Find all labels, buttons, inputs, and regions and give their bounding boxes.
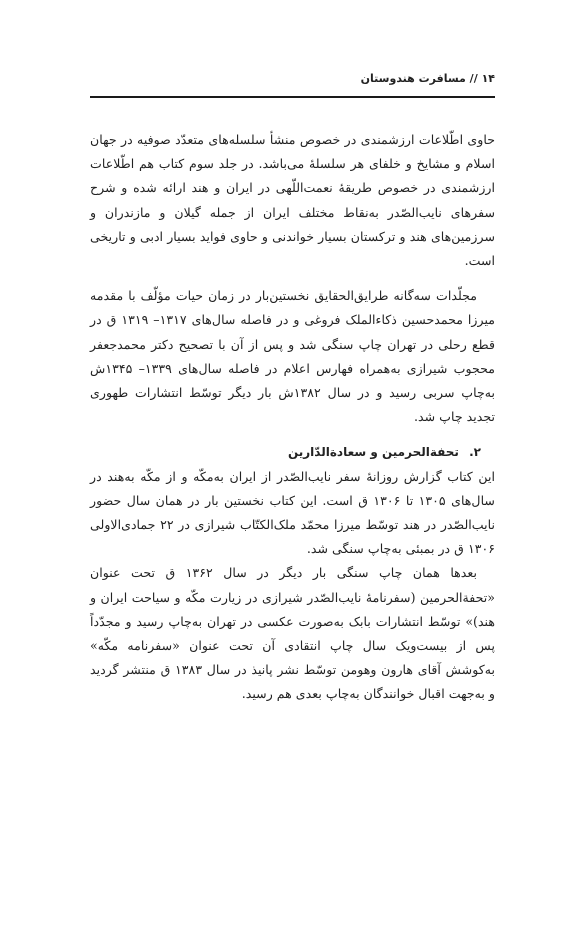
page-body [90,128,495,707]
paragraph-3: این کتاب گزارش روزانهٔ سفر نایب‌الصّدر از ایران به‌مکّه و از مکّه به‌هند در سال‌های ۱۳۰۵ تا ۱۳۰۶ ق است. این کتاب نخستین بار در همان سال حضور نایب‌الصّدر در هند توسّط میرزا محمّد ملک‌الکتّاب شیرازی در ۲۲ جمادی‌الاولی ۱۳۰۶ ق در بمبئی به‌چاپ سنگی شد. [90,468,496,557]
paragraph-1: حاوی اطّلاعات ارزشمندی در خصوص منشأ سلسله‌های متعدّد صوفیه در جهان اسلام و مشایخ و خلفای هر سلسلهٔ می‌باشد. در جلد سوم کتاب هم اطّلاعات ارزشمندی در خصوص طریقهٔ نعمت‌اللّهی در ایران و هند ارائه شده و شرح سفرهای نایب‌الصّدر به‌نقاط مختلف ایران از جمله گیلان و مازندران و سرزمین‌های هند و ترکستان بسیار خواندنی و حاوی فواید بسیار ادبی و تاریخی است. [90,132,495,269]
section-number: ۲. [469,445,481,460]
running-header: ۱۴ // مسافرت هندوستان [360,72,495,85]
section-heading [90,440,495,464]
paragraph-2: مجلّدات سه‌گانه طرایق‌الحقایق نخستین‌بار در زمان حیات مؤلّف با مقدمه میرزا محمدحسین ذکاءالملک فروغی و در فاصله سال‌های ۱۳۱۷– ۱۳۱۹ ق در قطع رحلی در تهران چاپ سنگی شد و پس از آن با تصحیح دکتر محمدجعفر محجوب شیرازی به‌همراه فهارس اعلام در فاصله سال‌های ۱۳۳۹– ۱۳۴۵ش به‌چاپ سربی رسید و در سال ۱۳۸۲ش بار دیگر توسّط انتشارات طهوری تجدید چاپ شد. [90,288,495,425]
header-rule [90,96,495,98]
section-title: تحفةالحرمین و سعادةالدّارین [287,445,459,460]
paragraph-4: بعدها همان چاپ سنگی بار دیگر در سال ۱۳۶۲ ق تحت عنوان «تحفةالحرمین (سفرنامهٔ نایب‌الصّدر شیرازی در زیارت مکّه و سیاحت ایران و هند)» توسّط انتشارات بابک به‌صورت عکسی در تهران به‌چاپ رسید و مجدّداً پس از بیست‌ویک سال چاپ انتقادی آن تحت عنوان «سفرنامه مکّه» به‌کوشش آقای هارون وهومن توسّط نشر پانیذ در سال ۱۳۸۳ ق منتشر گردید و به‌جهت اقبال خوانندگان به‌چاپ بعدی هم رسید. [90,565,495,702]
